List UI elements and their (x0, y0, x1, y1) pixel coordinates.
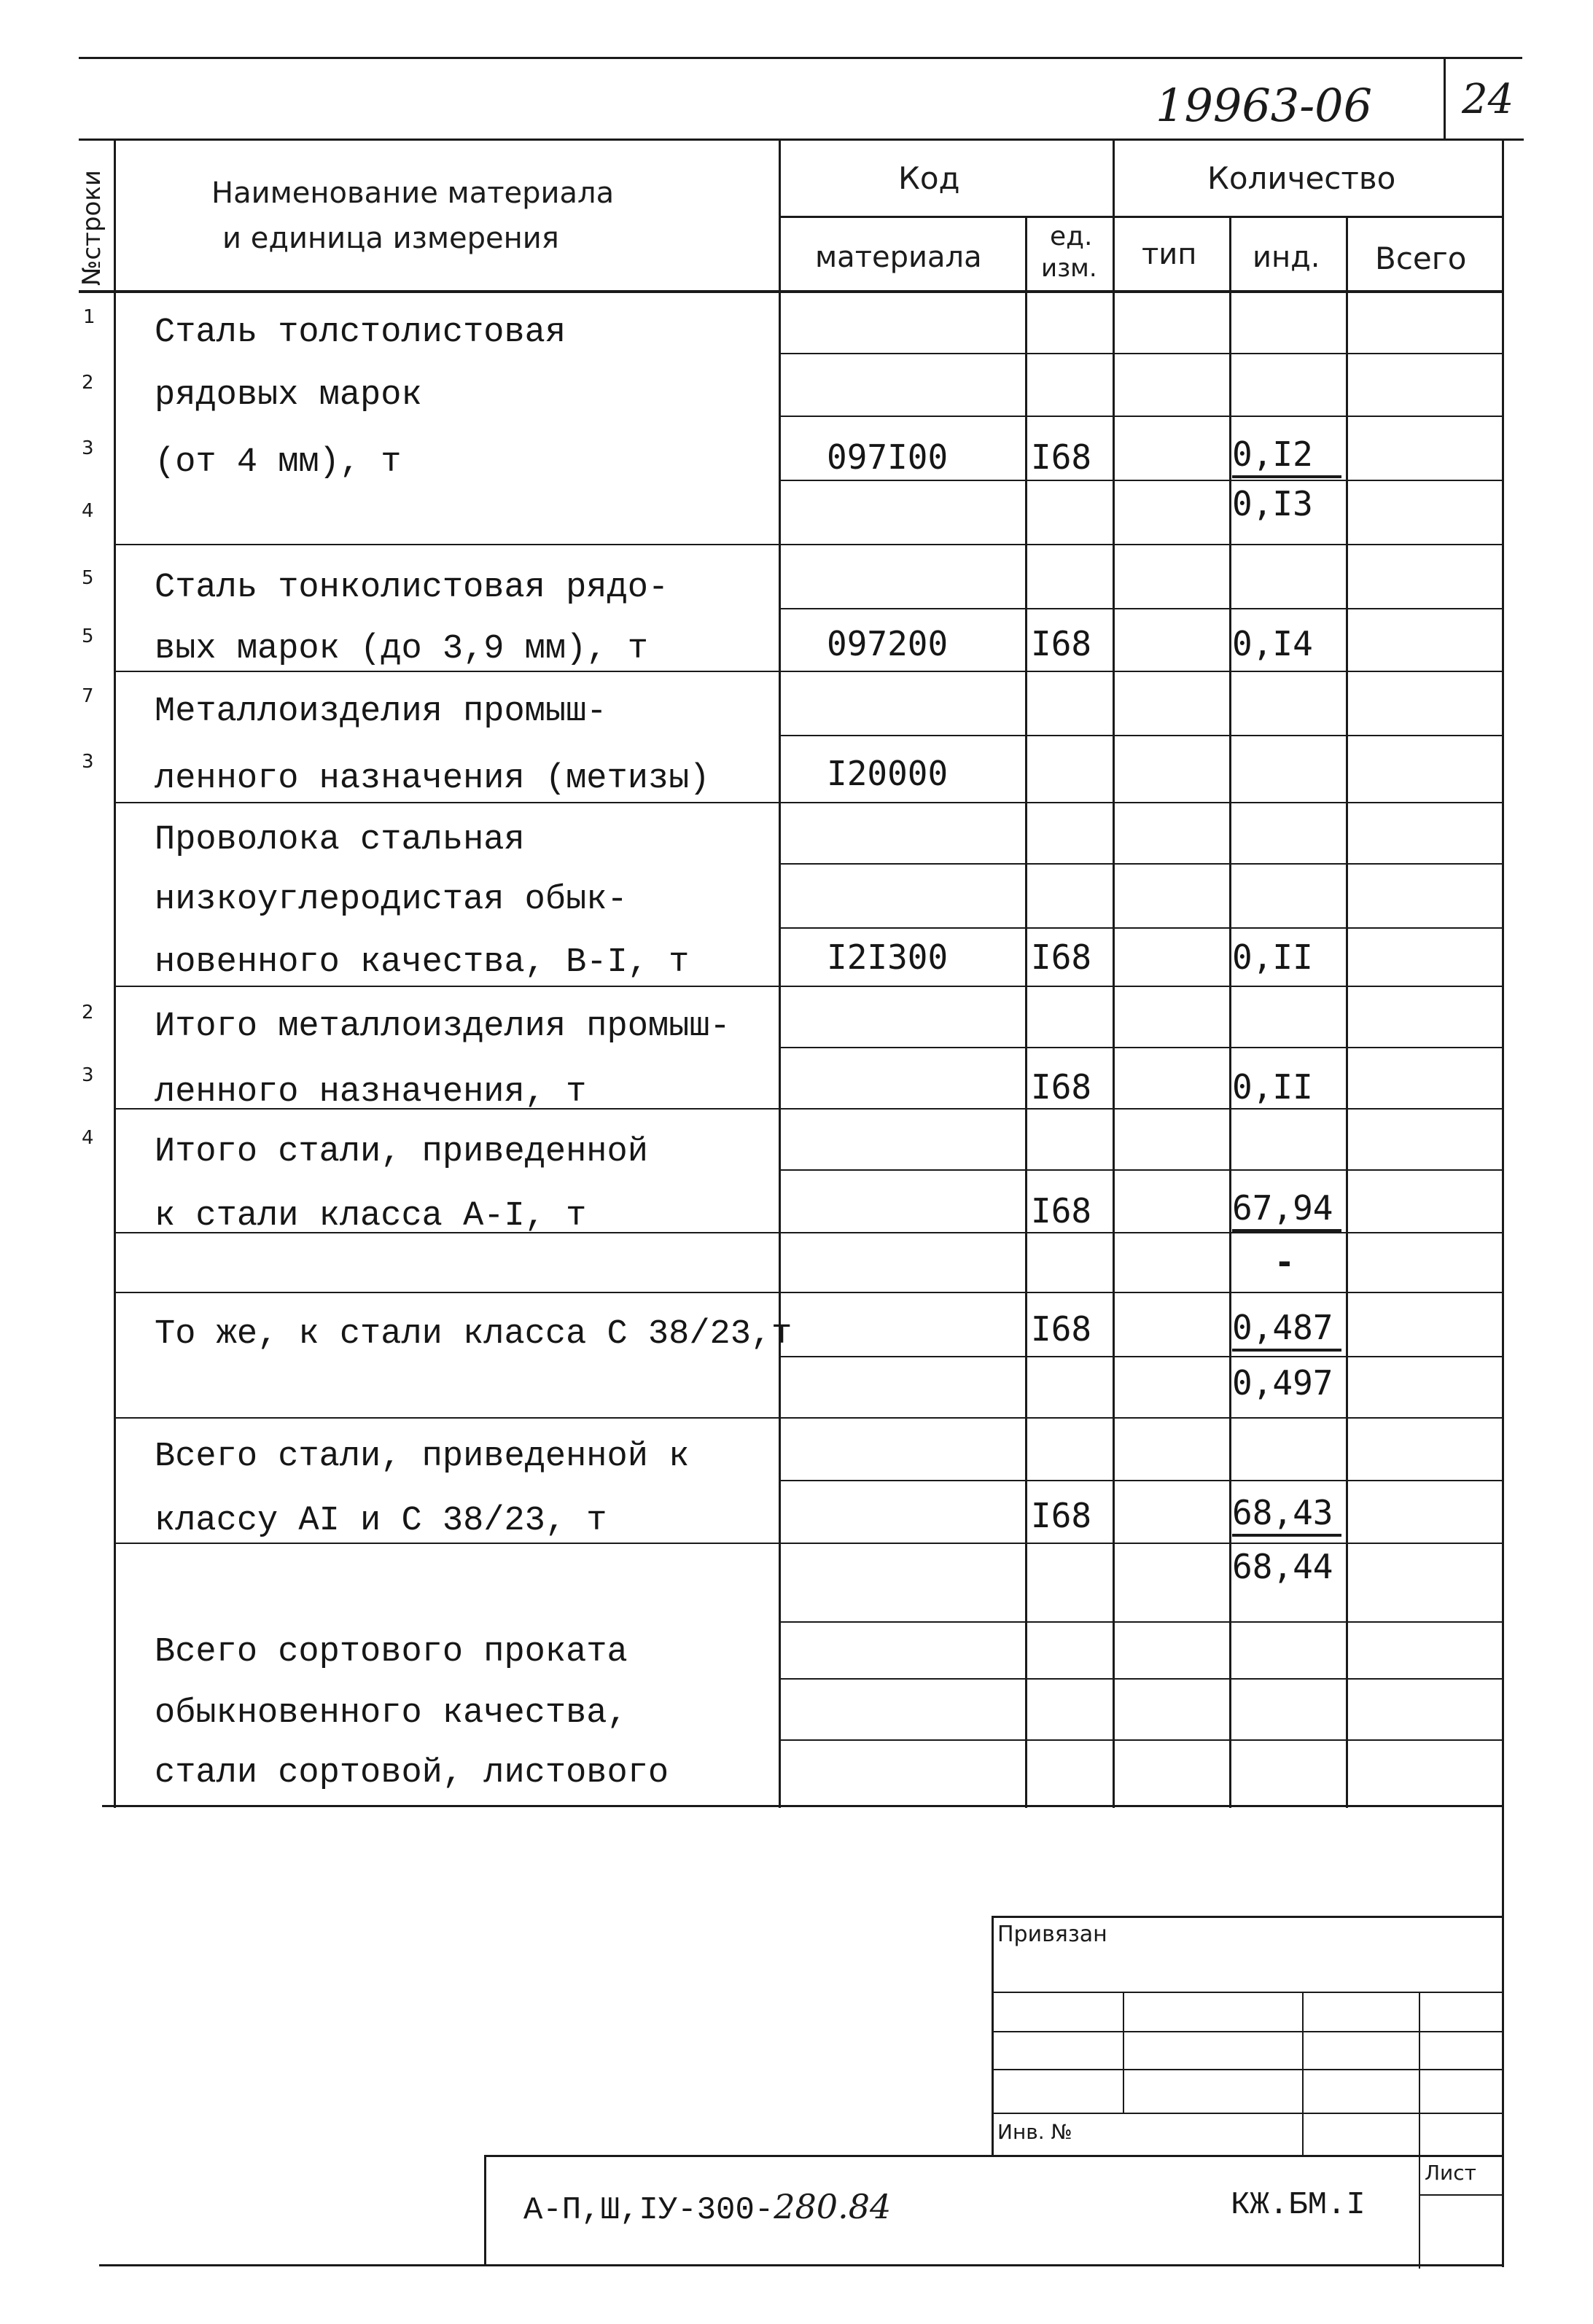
top-rule (79, 57, 1522, 59)
material-code: I2I300 (827, 937, 949, 977)
row-rule (779, 927, 1502, 929)
ind-quantity: 0,II (1232, 1067, 1313, 1107)
row-number: 2 (82, 372, 94, 394)
material-name: Металлоизделия промыш- (155, 693, 607, 731)
row-rule (114, 544, 1502, 545)
material-code: 097I00 (827, 437, 949, 477)
row-rule (779, 1739, 1502, 1741)
material-name: Сталь тонколистовая рядо- (155, 569, 669, 607)
row-rule (779, 353, 1502, 354)
stamp-frame-top (992, 1916, 1502, 1918)
drawing-designation-printed: А-П,Ш,IУ-300- (523, 2192, 774, 2229)
row-rule (779, 1169, 1502, 1171)
stamp-col (1123, 1992, 1124, 2113)
material-name: (от 4 мм), т (155, 443, 402, 482)
unit-code: I68 (1031, 1496, 1092, 1535)
material-name: Сталь толстолистовая (155, 313, 566, 352)
row-number: 7 (82, 685, 94, 707)
designation-block-left (484, 2155, 486, 2266)
material-name: обыкновенного качества, (155, 1694, 628, 1733)
ind-quantity: 68,43 (1232, 1493, 1341, 1537)
row-rule (114, 802, 1502, 803)
unit-type-column-border (1113, 139, 1115, 1808)
unit-code: I68 (1031, 437, 1092, 477)
ind-quantity: 0,I2 (1232, 434, 1341, 478)
ind-quantity: 0,I4 (1232, 624, 1313, 663)
ind-quantity: 0,I3 (1232, 484, 1313, 523)
row-rule (779, 480, 1502, 481)
row-number: 5 (82, 625, 94, 647)
row-number: 3 (82, 437, 94, 459)
unit-code: I68 (1031, 1191, 1092, 1231)
row-rule (779, 1047, 1502, 1048)
material-name: классу AI и С 38/23, т (155, 1502, 607, 1540)
stamp-col (1419, 1992, 1420, 2269)
table-right-border (1502, 139, 1504, 2267)
inventory-number-label: Инв. № (997, 2120, 1072, 2144)
ind-quantity: 0,II (1232, 937, 1313, 977)
material-name: низкоуглеродистая обык- (155, 881, 628, 919)
material-name: стали сортовой, листового (155, 1754, 669, 1793)
row-number: 3 (82, 1064, 94, 1086)
ind-subheader: инд. (1253, 241, 1320, 274)
material-name: ленного назначения (метизы) (155, 760, 710, 798)
ind-quantity: 0,487 (1232, 1308, 1341, 1352)
unit-subheader-line2: изм. (1041, 254, 1097, 283)
designation-block-bottom (99, 2264, 1502, 2266)
name-header-line2: и единица измерения (222, 222, 559, 255)
unit-code: I68 (1031, 624, 1092, 663)
stamp-col (1302, 1992, 1304, 2156)
rownum-column-border (114, 139, 116, 1808)
type-subheader: тип (1142, 238, 1197, 271)
unit-code: I68 (1031, 1309, 1092, 1349)
name-column-border (779, 139, 781, 1808)
quantity-header: Количество (1207, 160, 1396, 196)
row-number: 4 (82, 1127, 94, 1149)
unit-code: I68 (1031, 1067, 1092, 1107)
ind-quantity: 67,94 (1232, 1188, 1341, 1232)
ind-total-column-border (1346, 216, 1348, 1808)
row-rule (779, 416, 1502, 417)
name-header-line1: Наименование материала (211, 176, 615, 210)
table-top-border (79, 139, 1502, 141)
row-rule (114, 671, 1502, 672)
row-rule (114, 986, 1502, 987)
material-name: Итого металлоизделия промыш- (155, 1007, 731, 1046)
table-bottom-border (102, 1805, 1502, 1807)
sheet-box-rule (1419, 2194, 1502, 2196)
row-rule (779, 1356, 1502, 1357)
material-name: к стали класса А-I, т (155, 1197, 587, 1236)
ind-quantity: - (1274, 1242, 1295, 1282)
row-rule (114, 1543, 1502, 1544)
material-name: рядовых марок (155, 376, 422, 415)
stamp-frame-left (992, 1916, 994, 2156)
material-name: То же, к стали класса С 38/23,т (155, 1315, 792, 1354)
page-number-box-left (1444, 58, 1446, 140)
material-code: I20000 (827, 754, 949, 793)
row-number: 5 (82, 567, 94, 589)
header-bottom-border (79, 290, 1502, 293)
row-rule (779, 1480, 1502, 1481)
unit-subheader-line1: ед. (1050, 222, 1093, 251)
sheet-code: КЖ.БМ.I (1231, 2187, 1366, 2223)
row-rule (114, 1292, 1502, 1293)
stamp-rule (992, 2069, 1502, 2070)
row-rule (779, 863, 1502, 865)
sheet-label: Лист (1425, 2161, 1476, 2185)
header-mid-rule (779, 216, 1502, 218)
total-subheader: Всего (1375, 241, 1467, 276)
row-rule (114, 1417, 1502, 1419)
material-name: новенного качества, В-I, т (155, 943, 690, 982)
code-header: Код (898, 160, 960, 196)
type-ind-column-border (1229, 216, 1231, 1808)
material-name: вых марок (до 3,9 мм), т (155, 630, 648, 668)
code-unit-column-border (1025, 216, 1027, 1808)
ind-quantity: 68,44 (1232, 1547, 1333, 1586)
material-name: Итого стали, приведенной (155, 1133, 648, 1171)
designation-block-top (484, 2155, 1502, 2157)
row-rule (779, 1678, 1502, 1680)
unit-code: I68 (1031, 937, 1092, 977)
row-number: 3 (82, 751, 94, 773)
material-name: Всего стали, приведенной к (155, 1438, 690, 1476)
row-number: 2 (82, 1002, 94, 1023)
drawing-designation (523, 2187, 891, 2229)
row-number: 4 (82, 500, 94, 522)
row-number-header (77, 133, 106, 286)
ind-quantity: 0,497 (1232, 1363, 1333, 1403)
material-name: Всего сортового проката (155, 1633, 628, 1672)
drawing-designation-handwritten: 280.84 (774, 2187, 892, 2226)
stamp-rule (992, 2031, 1502, 2032)
stamp-rule (992, 1992, 1502, 1993)
page-number: 24 (1462, 76, 1514, 123)
bound-label: Привязан (997, 1922, 1107, 1947)
stamp-rule (992, 2113, 1502, 2114)
material-subheader: материала (815, 241, 982, 274)
material-name: ленного назначения, т (155, 1073, 587, 1112)
material-name: Проволока стальная (155, 821, 525, 859)
row-rule (779, 1621, 1502, 1623)
row-rule (779, 735, 1502, 736)
row-number-header-label: №строки (77, 170, 106, 286)
document-code: 19963-06 (1156, 79, 1373, 132)
row-number: 1 (83, 306, 96, 328)
material-code: 097200 (827, 624, 949, 663)
row-rule (779, 608, 1502, 609)
